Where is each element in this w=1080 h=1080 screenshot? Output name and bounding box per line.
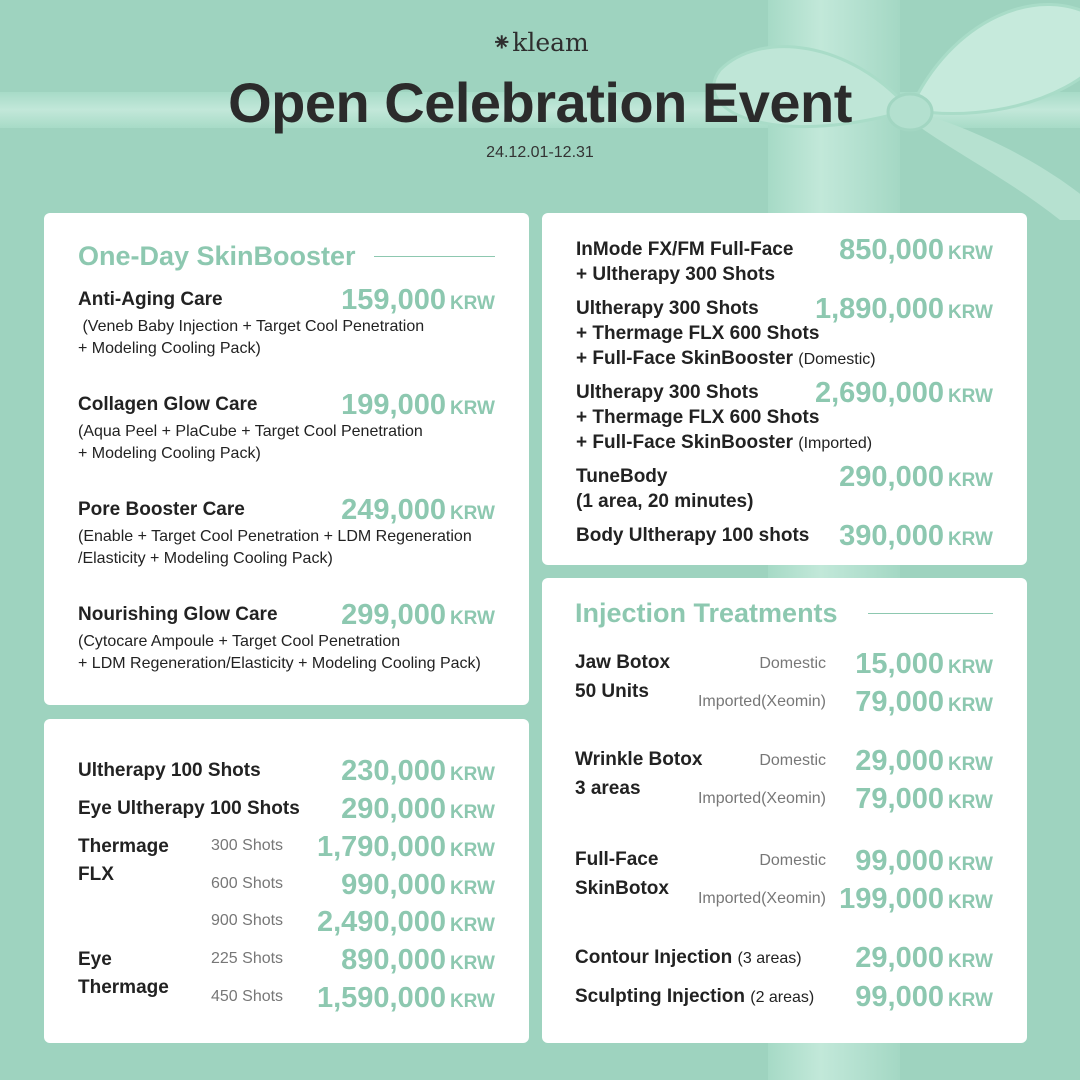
price-amount: 390,000	[839, 520, 944, 552]
injection-item	[575, 981, 993, 1015]
treatment-note: (2 areas)	[750, 989, 815, 1006]
treatment-name: Contour Injection	[575, 947, 733, 968]
price	[839, 520, 993, 553]
package-item	[576, 234, 993, 287]
treatment-desc: (Veneb Baby Injection + Target Cool Penetration	[78, 318, 425, 335]
injection-group	[575, 845, 993, 925]
treatment-name: Sculpting Injection	[575, 986, 745, 1007]
currency: KRW	[449, 840, 495, 861]
price-amount: 290,000	[341, 793, 446, 825]
currency: KRW	[947, 792, 993, 813]
price-amount: 15,000	[855, 648, 944, 680]
package-line: InMode FX/FM Full-Face	[576, 239, 794, 260]
price-amount: 99,000	[855, 845, 944, 877]
treatment-desc: + Modeling Cooling Pack)	[78, 445, 261, 462]
package-line: TuneBody	[576, 466, 668, 487]
currency: KRW	[449, 608, 495, 629]
injection-group	[575, 745, 993, 825]
price	[839, 883, 993, 916]
price	[317, 831, 495, 864]
price-amount: 29,000	[855, 942, 944, 974]
treatment-name: Wrinkle Botox	[575, 749, 703, 770]
currency: KRW	[449, 991, 495, 1012]
option-label: Domestic	[759, 852, 826, 869]
injection-card	[542, 578, 1027, 1043]
package-line: Ultherapy 300 Shots	[576, 382, 759, 403]
price-amount: 199,000	[341, 389, 446, 421]
treatment-name: Pore Booster Care	[78, 499, 245, 520]
shots-label: 450 Shots	[211, 988, 284, 1005]
price	[341, 599, 495, 632]
package-line: Ultherapy 300 Shots	[576, 298, 759, 319]
currency: KRW	[947, 529, 993, 550]
injection-header	[575, 598, 993, 629]
treatment-name: 3 areas	[575, 778, 641, 799]
price-amount: 990,000	[341, 869, 446, 901]
treatment-note: (3 areas)	[737, 950, 802, 967]
price	[815, 293, 993, 326]
package-note: (Domestic)	[798, 351, 876, 368]
currency: KRW	[947, 990, 993, 1011]
price	[839, 234, 993, 267]
skinbooster-header	[78, 241, 495, 272]
package-line: Body Ultherapy 100 shots	[576, 525, 810, 546]
brand-logo: ⁕kleam	[491, 28, 589, 57]
package-line: + Full-Face SkinBooster	[576, 432, 793, 453]
treatment-name: FLX	[78, 864, 114, 885]
divider	[868, 613, 993, 614]
price	[855, 783, 993, 816]
treatment-item	[78, 494, 495, 570]
shots-label: 300 Shots	[211, 837, 284, 854]
option-label: Imported(Xeomin)	[697, 890, 826, 907]
price	[855, 648, 993, 681]
treatment-item	[78, 284, 495, 360]
treatment-desc: + LDM Regeneration/Elasticity + Modeling Cooling Pack)	[78, 655, 481, 672]
price-amount: 1,790,000	[316, 831, 446, 863]
option-label: Domestic	[759, 655, 826, 672]
package-line: + Ultherapy 300 Shots	[576, 264, 776, 285]
currency: KRW	[947, 951, 993, 972]
package-item	[576, 293, 993, 372]
price	[855, 745, 993, 778]
package-line: + Thermage FLX 600 Shots	[576, 407, 820, 428]
package-line-group	[576, 346, 993, 372]
price-amount: 79,000	[855, 686, 944, 718]
price-amount: 2,690,000	[814, 377, 944, 409]
shots-label: 600 Shots	[211, 875, 284, 892]
ultherapy-card	[44, 719, 529, 1043]
eye-thermage-group	[78, 944, 495, 1024]
price	[341, 389, 495, 422]
package-line-group	[576, 430, 993, 456]
price-amount: 79,000	[855, 783, 944, 815]
price-amount: 199,000	[839, 883, 944, 915]
currency: KRW	[947, 243, 993, 264]
treatment-name: SkinBotox	[575, 878, 669, 899]
price	[341, 284, 495, 317]
currency: KRW	[947, 470, 993, 491]
price-amount: 29,000	[855, 745, 944, 777]
event-dates: 24.12.01-12.31	[486, 144, 594, 161]
price-amount: 230,000	[341, 755, 446, 787]
price	[855, 942, 993, 975]
thermage-group	[78, 831, 495, 947]
currency: KRW	[947, 695, 993, 716]
currency: KRW	[449, 878, 495, 899]
price	[341, 944, 495, 977]
treatment-item	[78, 599, 495, 675]
price	[815, 377, 993, 410]
treatment-desc: (Aqua Peel + PlaCube + Target Cool Penetration	[78, 423, 423, 440]
price-amount: 299,000	[341, 599, 446, 631]
treatment-name: Collagen Glow Care	[78, 394, 258, 415]
currency: KRW	[449, 293, 495, 314]
treatment-desc: + Modeling Cooling Pack)	[78, 340, 261, 357]
treatment-name: 50 Units	[575, 681, 649, 702]
currency: KRW	[449, 764, 495, 785]
packages-card	[542, 213, 1027, 565]
price-amount: 99,000	[855, 981, 944, 1013]
price	[341, 494, 495, 527]
currency: KRW	[449, 802, 495, 823]
price	[839, 461, 993, 494]
price-amount: 1,590,000	[316, 982, 446, 1014]
currency: KRW	[449, 398, 495, 419]
shots-label: 900 Shots	[211, 912, 284, 929]
section-title: Injection Treatments	[575, 598, 838, 628]
currency: KRW	[947, 892, 993, 913]
injection-item	[575, 942, 993, 976]
treatment-name: Anti-Aging Care	[78, 289, 223, 310]
currency: KRW	[947, 386, 993, 407]
treatment-item	[78, 389, 495, 465]
package-note: (Imported)	[798, 435, 873, 452]
page-title: Open Celebration Event	[228, 71, 852, 134]
currency: KRW	[947, 302, 993, 323]
treatment-item	[78, 793, 495, 825]
divider	[374, 256, 495, 257]
package-line: + Thermage FLX 600 Shots	[576, 323, 820, 344]
price-amount: 159,000	[341, 284, 446, 316]
treatment-name: Eye Ultherapy 100 Shots	[78, 798, 300, 819]
price	[341, 755, 495, 788]
price	[341, 793, 495, 826]
price	[855, 981, 993, 1014]
currency: KRW	[947, 657, 993, 678]
package-line: (1 area, 20 minutes)	[576, 491, 754, 512]
price-amount: 2,490,000	[316, 906, 446, 938]
treatment-desc: /Elasticity + Modeling Cooling Pack)	[78, 550, 333, 567]
price-amount: 290,000	[839, 461, 944, 493]
skinbooster-card	[44, 213, 529, 705]
price-amount: 890,000	[341, 944, 446, 976]
treatment-desc: (Enable + Target Cool Penetration + LDM Regeneration	[78, 528, 472, 545]
option-label: Imported(Xeomin)	[697, 790, 826, 807]
treatment-desc: (Cytocare Ampoule + Target Cool Penetration	[78, 633, 401, 650]
treatment-name: Thermage	[78, 977, 169, 998]
treatment-name: Nourishing Glow Care	[78, 604, 278, 625]
package-line: + Full-Face SkinBooster	[576, 348, 793, 369]
option-label: Imported(Xeomin)	[697, 693, 826, 710]
price	[341, 869, 495, 902]
price	[317, 982, 495, 1015]
price	[855, 686, 993, 719]
injection-group	[575, 648, 993, 728]
price-amount: 850,000	[839, 234, 944, 266]
price	[855, 845, 993, 878]
currency: KRW	[449, 915, 495, 936]
treatment-name: Eye	[78, 949, 112, 970]
shots-label: 225 Shots	[211, 950, 284, 967]
treatment-name: Thermage	[78, 836, 169, 857]
price	[317, 906, 495, 939]
currency: KRW	[947, 754, 993, 775]
section-title: One-Day SkinBooster	[78, 241, 356, 271]
treatment-item	[78, 755, 495, 787]
price-amount: 249,000	[341, 494, 446, 526]
treatment-name: Jaw Botox	[575, 652, 671, 673]
currency: KRW	[449, 503, 495, 524]
price-amount: 1,890,000	[814, 293, 944, 325]
currency: KRW	[449, 953, 495, 974]
treatment-name: Full-Face	[575, 849, 659, 870]
currency: KRW	[947, 854, 993, 875]
package-item	[576, 377, 993, 456]
treatment-name: Ultherapy 100 Shots	[78, 760, 261, 781]
package-item	[576, 520, 993, 552]
package-item	[576, 461, 993, 514]
option-label: Domestic	[759, 752, 826, 769]
